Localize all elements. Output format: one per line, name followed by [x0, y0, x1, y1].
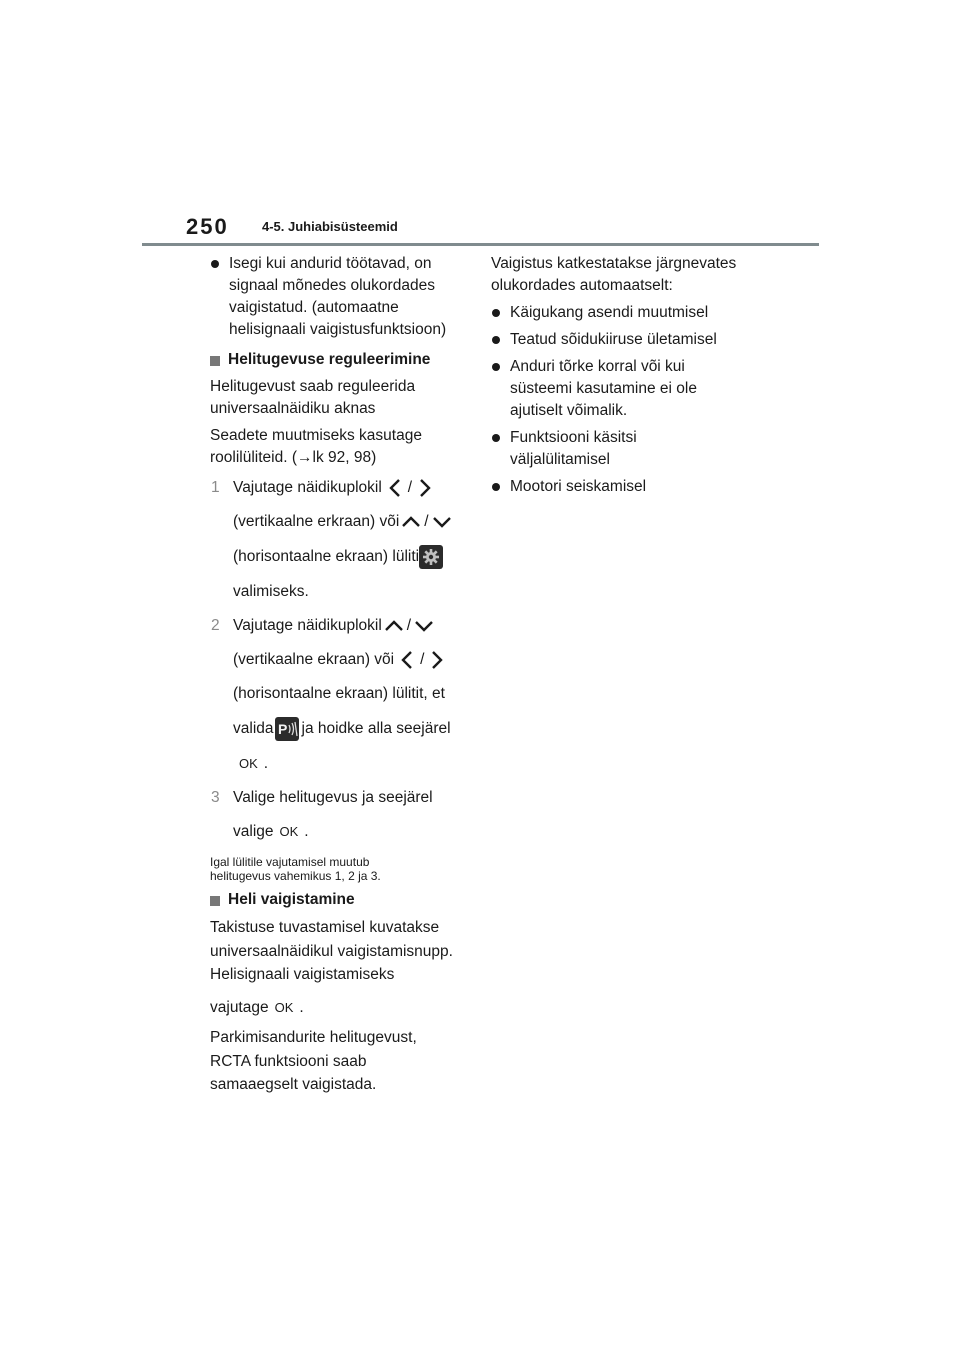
step-number: 3 [211, 789, 220, 806]
para-line: Takistuse tuvastamisel kuvatakse [210, 919, 440, 936]
bullet-dot [492, 309, 500, 317]
step-number: 1 [211, 479, 220, 496]
step-text: (horisontaalne ekraan) lüliti [233, 548, 420, 565]
note-line: Igal lülitile vajutamisel muutub [210, 855, 370, 869]
step-text: valida [233, 720, 274, 737]
step-text: Valige helitugevus ja seejärel [233, 789, 433, 806]
heading-square [210, 356, 220, 366]
note-line: helitugevus vahemikus 1, 2 ja 3. [210, 869, 381, 883]
chevron-left-icon [400, 650, 414, 670]
bullet-line: Funktsiooni käsitsi [510, 429, 637, 446]
para-text: vajutage [210, 998, 269, 1016]
header-rule [142, 243, 819, 246]
para-line: Seadete muutmiseks kasutage [210, 427, 422, 444]
bullet-engine-stop [491, 476, 761, 498]
bullet-line: väljalülitamisel [510, 451, 610, 468]
bullet-dot [492, 363, 500, 371]
gear-icon [419, 545, 443, 569]
heading-mute [210, 889, 475, 911]
bullet-line: signaal mõnedes olukordades [229, 277, 435, 294]
step-text: ja hoidke alla seejärel [301, 720, 451, 737]
para-mute-info [210, 916, 475, 1019]
step-3 [210, 787, 475, 843]
page-ref: lk 92, 98) [312, 449, 377, 466]
step-line [233, 683, 475, 705]
para-line [210, 447, 475, 469]
chevron-right-icon [418, 478, 432, 498]
step-line [233, 717, 475, 741]
bullet-line: Anduri tõrke korral või kui [510, 358, 685, 375]
para-line [210, 996, 475, 1020]
step-text: (vertikaalne erkraan) või [233, 513, 400, 530]
chevron-left-icon [388, 478, 402, 498]
para-line: RCTA funktsiooni saab [210, 1052, 367, 1070]
bullet-line: Käigukang asendi muutmisel [510, 304, 709, 321]
bullet-line: helisignaali vaigistusfunktsioon) [229, 321, 447, 338]
bullet-auto-mute [210, 253, 475, 341]
bullet-line: süsteemi kasutamine ei ole [510, 380, 697, 397]
bullet-manual-off [491, 427, 761, 471]
step-1 [210, 477, 475, 603]
step-line [233, 821, 475, 843]
heading-text: Helitugevuse reguleerimine [228, 351, 431, 368]
para-line: olukordades automaatselt: [491, 277, 673, 294]
bullet-line: ajutiselt võimalik. [510, 402, 628, 419]
slash: / [406, 617, 412, 634]
ok-button-symbol: OK [279, 824, 299, 839]
chevron-up-icon [384, 619, 404, 633]
heading-square [210, 896, 220, 906]
bullet-line: Mootori seiskamisel [510, 478, 647, 495]
step-line [233, 511, 475, 533]
bullet-speed [491, 329, 761, 351]
step-2 [210, 615, 475, 775]
page-number: 250 [186, 214, 229, 239]
step-line [233, 581, 475, 603]
para-settings [210, 425, 475, 469]
step-line [233, 787, 475, 809]
para-line: universaalnäidiku aknas [210, 400, 376, 417]
step-text: Vajutage näidikuplokil [233, 479, 382, 496]
bullet-dot [492, 336, 500, 344]
step-text: (vertikaalne ekraan) või [233, 651, 395, 668]
para-text: . [299, 998, 304, 1016]
para-line: Helitugevust saab reguleerida [210, 378, 416, 395]
slash: / [420, 651, 425, 668]
para-text: roolilüliteid. ( [210, 449, 298, 466]
bullet-line: vaigistatud. (automaatne [229, 299, 399, 316]
slash: / [407, 479, 413, 496]
heading-text: Heli vaigistamine [228, 891, 355, 908]
para-line: Vaigistus katkestatakse järgnevates [491, 255, 737, 272]
bullet-gear-change [491, 302, 761, 324]
step-line [233, 477, 475, 499]
para-line: samaaegselt vaigistada. [210, 1076, 377, 1093]
bullet-sensor-fault [491, 356, 761, 422]
step-text: valige [233, 823, 274, 840]
para-mute-cancel [491, 253, 761, 297]
step-line [233, 545, 475, 569]
step-number: 2 [211, 617, 220, 634]
step-text: Vajutage näidikuplokil [233, 617, 382, 634]
section-title: 4-5. Juhiabisüsteemid [262, 219, 398, 234]
para-volume-info [210, 376, 475, 420]
step-line [233, 615, 475, 637]
chevron-down-icon [432, 515, 452, 529]
chevron-up-icon [401, 515, 421, 529]
slash: / [424, 513, 429, 530]
step-text: (horisontaalne ekraan) lülitit, et [233, 685, 445, 702]
bullet-line: Teatud sõidukiiruse ületamisel [510, 331, 717, 348]
para-line: Parkimisandurite helitugevust, [210, 1029, 417, 1046]
step-line [233, 753, 475, 775]
arrow-symbol: → [297, 449, 313, 466]
para-line: Helisignaali vaigistamiseks [210, 966, 395, 983]
ok-button-symbol: OK [274, 999, 294, 1015]
para-line: universaalnäidikul vaigistamisnupp. [210, 942, 453, 960]
heading-volume [210, 349, 475, 371]
chevron-down-icon [414, 619, 434, 633]
volume-note [210, 855, 475, 883]
left-column [210, 253, 475, 1102]
step-text: . [263, 755, 269, 772]
parking-sensor-icon [275, 717, 299, 741]
ok-button-symbol: OK [239, 756, 258, 771]
chevron-right-icon [430, 650, 444, 670]
bullet-dot [211, 260, 219, 268]
bullet-dot [492, 483, 500, 491]
step-text: valimiseks. [233, 583, 309, 600]
svg-text:P: P [277, 721, 287, 737]
step-line [233, 649, 475, 671]
right-column [491, 253, 761, 503]
bullet-dot [492, 434, 500, 442]
para-simultaneous-mute [210, 1026, 475, 1097]
bullet-line: Isegi kui andurid töötavad, on [229, 255, 432, 272]
step-text: . [304, 823, 309, 840]
